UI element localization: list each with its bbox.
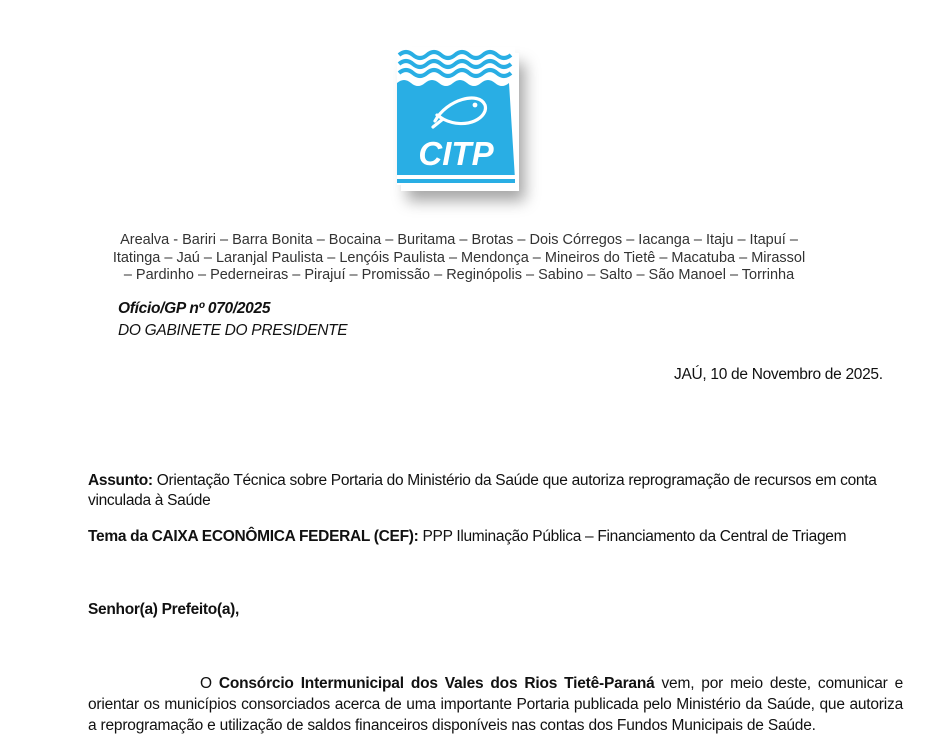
fish-waves-logo-icon bbox=[397, 47, 515, 185]
citp-logo bbox=[397, 47, 515, 185]
logo-text: CITP bbox=[418, 135, 494, 172]
municipios-line: – Pardinho – Pederneiras – Pirajuí – Promissão – Reginópolis – Sabino – Salto – São Manoel – Torrinha bbox=[123, 267, 795, 283]
tema-text: PPP Iluminação Pública – Financiamento da Central de Triagem bbox=[418, 528, 847, 545]
gabinete-label: DO GABINETE DO PRESIDENTE bbox=[118, 322, 348, 339]
logo-box bbox=[397, 47, 515, 185]
tema-line bbox=[88, 528, 846, 546]
body-text: vem, por meio deste, comunicar e orientar os municípios consorciados acerca de uma importante Portaria publicada pelo Ministério da Saúde, que autoriza a reprogramação e utilização de saldos financeiros disponíveis nas contas dos Fundos Municipais de Saúde. bbox=[88, 675, 904, 734]
document-date: JAÚ, 10 de Novembro de 2025. bbox=[674, 366, 883, 383]
assunto-text: Orientação Técnica sobre Portaria do Ministério da Saúde que autoriza reprogramação de recursos em conta vinculada à Saúde bbox=[88, 472, 877, 509]
tema-label: Tema da CAIXA ECONÔMICA FEDERAL (CEF): bbox=[88, 528, 419, 545]
oficio-number: Ofício/GP nº 070/2025 bbox=[118, 300, 271, 317]
assunto-label: Assunto: bbox=[88, 472, 153, 489]
municipios-line: Itatinga – Jaú – Laranjal Paulista – Lençóis Paulista – Mendonça – Mineiros do Tietê – Macatuba – Mirassol bbox=[112, 249, 806, 266]
consortium-name: Consórcio Intermunicipal dos Vales dos Rios Tietê-Paraná bbox=[218, 675, 655, 692]
assunto-line bbox=[88, 471, 903, 511]
municipios-line: Arealva - Bariri – Barra Bonita – Bocaina – Buritama – Brotas – Dois Córregos – Iacanga – Itaju – Itapuí – bbox=[120, 232, 798, 248]
body-intro: O bbox=[200, 675, 219, 692]
municipios-list bbox=[94, 232, 824, 285]
body-paragraph bbox=[88, 673, 903, 736]
salutation: Senhor(a) Prefeito(a), bbox=[88, 601, 240, 618]
